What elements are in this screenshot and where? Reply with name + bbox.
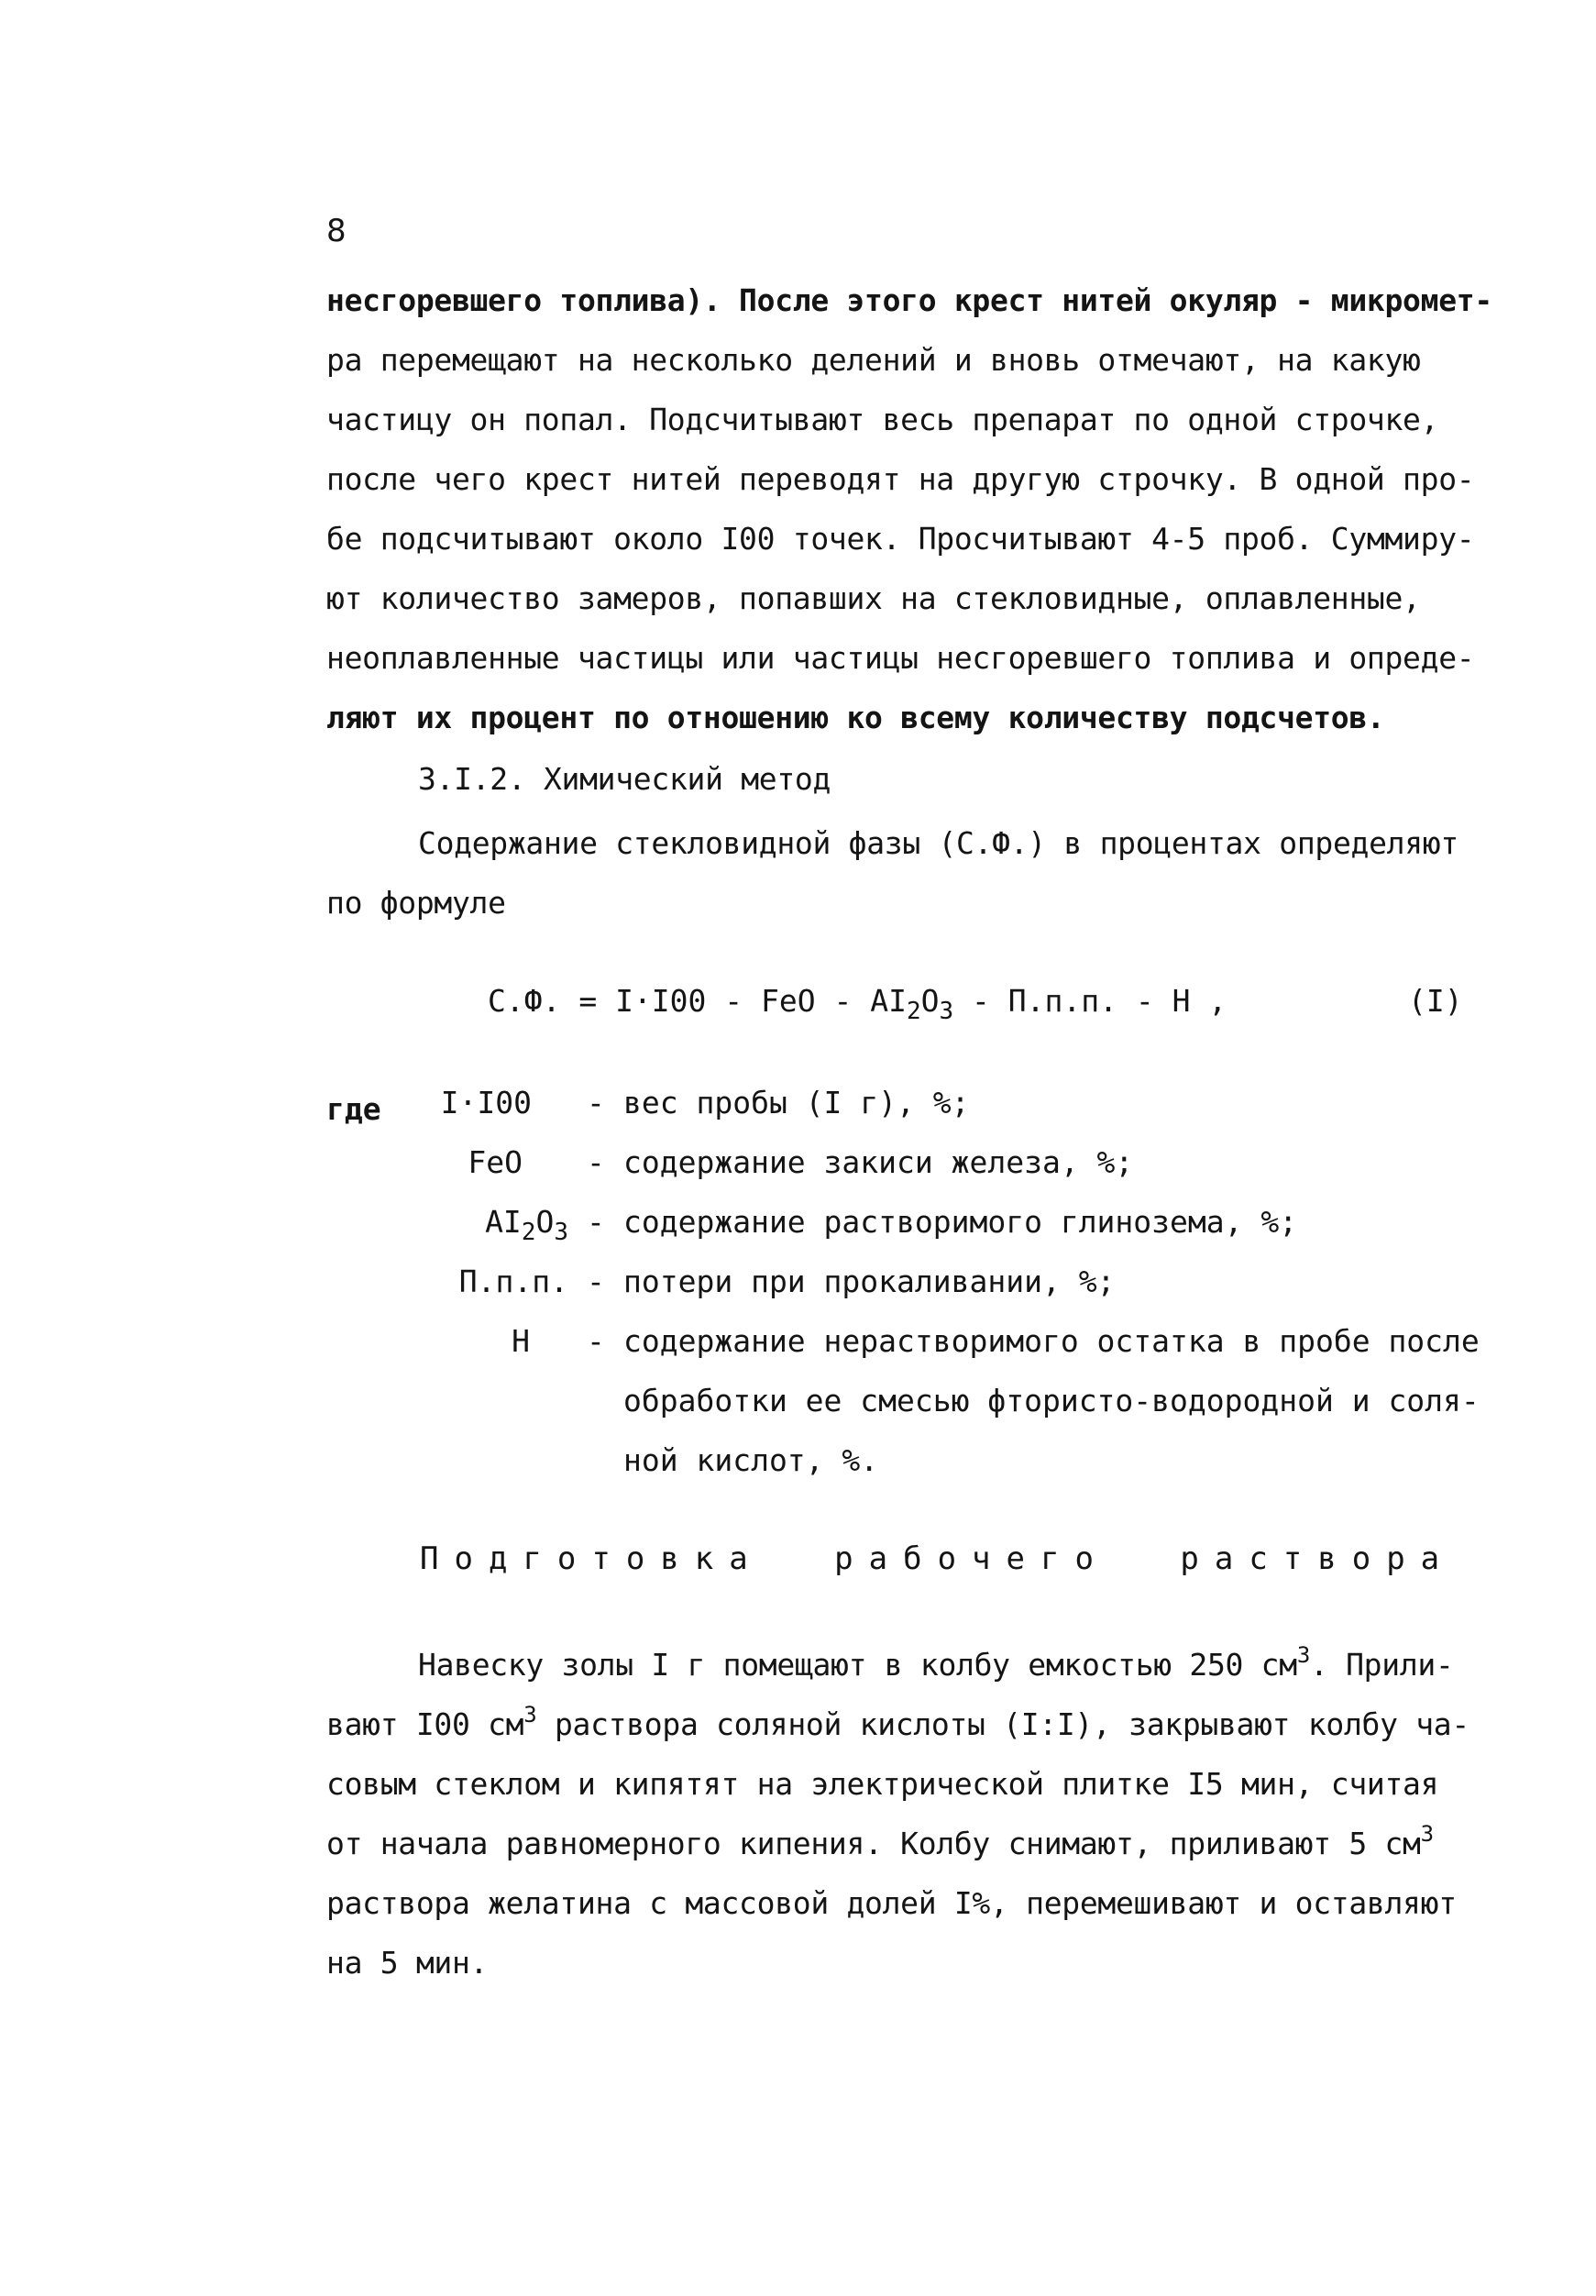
definition-term: Н — [512, 1323, 530, 1359]
definition-desc: содержание закиси железа, %; — [623, 1144, 1134, 1180]
definition-term — [330, 1204, 568, 1246]
paragraph-line: по формуле — [326, 885, 506, 921]
definition-term: FeO — [468, 1144, 523, 1180]
text-run: от начала равномерного кипения. Колбу снимают, приливают 5 см — [326, 1826, 1421, 1861]
definition-desc: содержание растворимого глинозема, %; — [623, 1204, 1298, 1240]
definition-dash: - — [587, 1144, 605, 1180]
paragraph-line: частицу он попал. Подсчитывают весь препарат по одной строчке, — [326, 402, 1439, 437]
paragraph-line: на 5 мин. — [326, 1945, 489, 1981]
paragraph-line: ра перемещают на несколько делений и вновь отмечают, на какую — [326, 342, 1421, 378]
paragraph-line — [418, 1642, 1454, 1683]
formula-subscript: 2 — [906, 998, 921, 1025]
definition-desc: вес пробы (I г), %; — [623, 1085, 970, 1120]
definition-dash: - — [587, 1264, 605, 1299]
subheading: Подготовка рабочего раствора — [420, 1540, 1456, 1577]
superscript: 3 — [523, 1702, 537, 1728]
formula-mid: O — [920, 983, 940, 1019]
paragraph-line: несгоревшего топлива). После этого крест нитей окуляр - микромет- — [326, 282, 1492, 318]
term-subscript: 2 — [521, 1219, 536, 1246]
paragraph-line: бе подсчитывают около I00 точек. Просчитывают 4-5 проб. Суммиру- — [326, 521, 1475, 557]
where-label: где — [326, 1091, 381, 1127]
definition-desc: обработки ее смесью фтористо-водородной и соля- — [623, 1383, 1480, 1418]
superscript: 3 — [1420, 1821, 1434, 1847]
paragraph-line: ляют их процент по отношению ко всему количеству подсчетов. — [326, 700, 1385, 735]
formula-lhs: С.Ф. = I·I00 - FeO - AI — [488, 983, 907, 1019]
definition-desc: ной кислот, %. — [623, 1442, 879, 1478]
equation-number: (I) — [1408, 983, 1463, 1019]
page-number: 8 — [326, 213, 347, 249]
formula-rhs: - П.п.п. - Н , — [953, 983, 1227, 1019]
text-run: раствора соляной кислоты (I:I), закрывают колбу ча- — [536, 1706, 1469, 1742]
superscript: 3 — [1296, 1642, 1310, 1668]
definition-desc: потери при прокаливании, %; — [623, 1264, 1116, 1299]
paragraph-line — [326, 1821, 1434, 1861]
definition-term: I·I00 — [440, 1085, 532, 1120]
definition-term: П.п.п. — [458, 1264, 568, 1299]
paragraph-line: Содержание стекловидной фазы (С.Ф.) в процентах определяют — [418, 825, 1458, 861]
paragraph-line: неоплавленные частицы или частицы несгоревшего топлива и опреде- — [326, 640, 1475, 676]
definition-dash: - — [587, 1323, 605, 1359]
term-main: AI — [485, 1204, 522, 1240]
definition-dash: - — [587, 1204, 605, 1240]
paragraph-line — [326, 1702, 1469, 1742]
paragraph-line: ют количество замеров, попавших на стекловидные, оплавленные, — [326, 580, 1421, 616]
paragraph-line: после чего крест нитей переводят на другую строчку. В одной про- — [326, 461, 1475, 497]
definition-dash: - — [587, 1085, 605, 1120]
term-subscript: 3 — [554, 1219, 568, 1246]
text-run: вают I00 см — [326, 1706, 524, 1742]
text-run: Навеску золы I г помещают в колбу емкостью 250 см — [418, 1647, 1297, 1683]
formula-subscript: 3 — [939, 998, 954, 1025]
formula — [488, 983, 1227, 1025]
text-run: . Прили- — [1309, 1647, 1454, 1683]
term-mid: O — [535, 1204, 555, 1240]
paragraph-line: раствора желатина с массовой долей I%, перемешивают и оставляют — [326, 1885, 1457, 1921]
section-title: 3.I.2. Химический метод — [418, 761, 831, 797]
definition-desc: содержание нерастворимого остатка в пробе после — [623, 1323, 1480, 1359]
paragraph-line: совым стеклом и кипятят на электрической плитке I5 мин, считая — [326, 1766, 1439, 1802]
